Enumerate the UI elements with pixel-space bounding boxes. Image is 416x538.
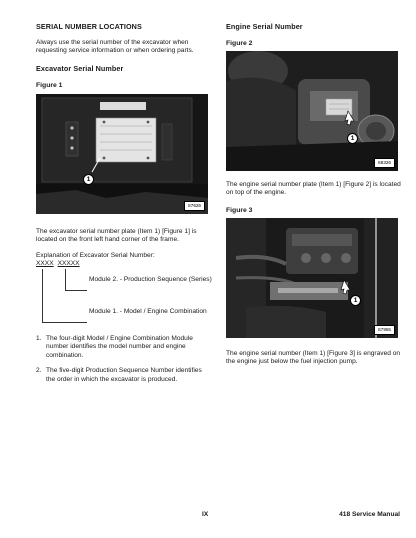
serial-code-module2: XXXXX [57,260,80,268]
figure-2-label: Figure 2 [226,40,253,47]
note-text: The four-digit Model / Engine Combination Module number identifies the model number and engine combination. [46,335,193,359]
figure-1-code: S7626 [184,201,205,211]
figure-2-illustration [226,51,398,171]
figure-2-photo [226,51,398,171]
explanation-title: Explanation of Excavator Serial Number: [36,251,155,259]
engine-serial-heading: Engine Serial Number [226,22,303,31]
figure-1-label: Figure 1 [36,81,63,89]
manual-title: 418 Service Manual [339,511,400,518]
plate-caption: The excavator serial number plate (Item 1) [Figure 1] is located on the front left hand corner of the frame. [36,227,197,244]
figure-2-callout: 1 [347,133,358,144]
figure-3-label: Figure 3 [226,206,253,214]
note-item [36,367,212,384]
left-column [36,22,212,384]
module2-description: Module 2. - Production Sequence (Series) [89,276,212,284]
figure-2-code: S8326 [374,158,395,168]
figure-3-code: S7955 [374,325,395,335]
module2-leader [65,290,87,291]
figure-3-illustration [226,218,398,338]
serial-code-diagram [36,269,212,333]
figure-1-callout: 1 [83,174,94,185]
note-text: The five-digit Production Sequence Number identifies the order in which the excavator is produced. [46,367,202,383]
explanation-notes [36,335,212,384]
module1-leader [42,322,87,323]
figure-3-photo [226,218,398,338]
figure-2-caption: The engine serial number plate (Item 1) [Figure 2] is located on top of the engine. [226,181,401,197]
excavator-serial-heading: Excavator Serial Number [36,63,124,73]
figure-1-illustration [36,94,208,214]
serial-code-module1: XXXX [36,260,54,268]
section-title: SERIAL NUMBER LOCATIONS [36,22,142,31]
note-number: 2. [36,367,42,375]
note-item [36,335,212,360]
module2-connector [65,269,66,291]
figure-1-photo [36,94,208,214]
module1-description: Module 1. - Model / Engine Combination [89,308,207,316]
note-number: 1. [36,335,42,343]
intro-paragraph: Always use the serial number of the excavator when requesting service information or when ordering parts. [36,39,194,55]
module1-connector [42,269,43,323]
serial-code [36,260,212,268]
page-number: IX [202,511,209,518]
figure-3-caption: The engine serial number (Item 1) [Figure 3] is engraved on the engine just below the fuel injection pump. [226,349,401,366]
right-column [226,22,402,367]
figure-3-callout: 1 [350,295,361,306]
